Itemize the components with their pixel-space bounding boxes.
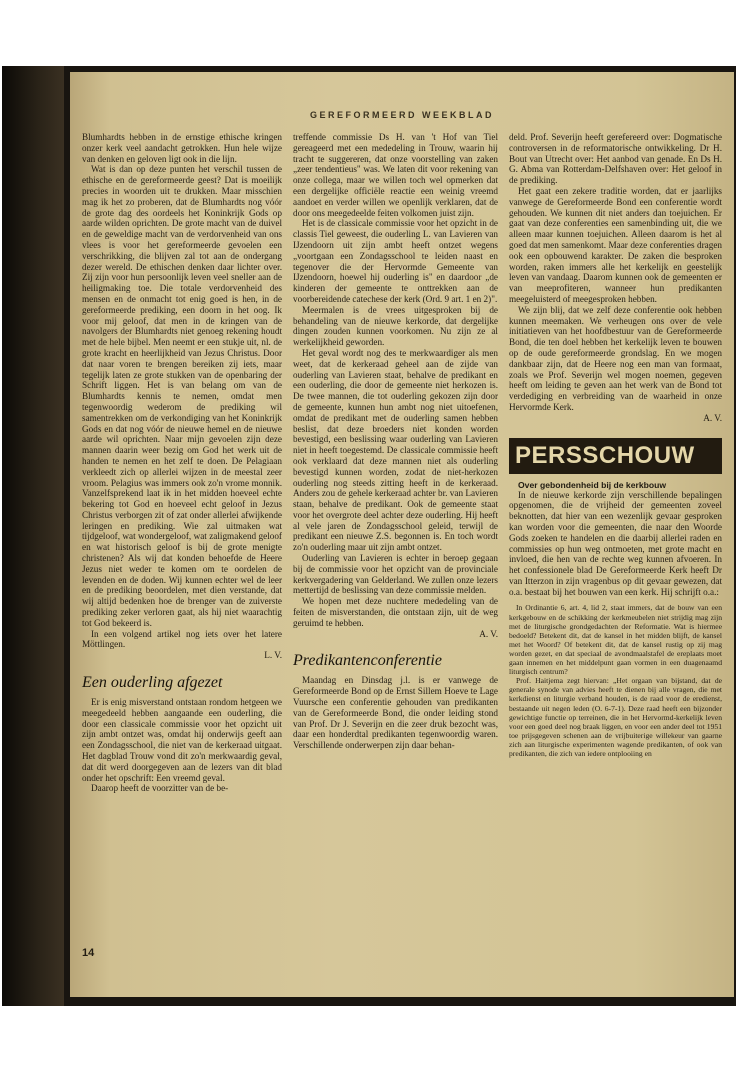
quote-paragraph: Prof. Haitjema zegt hiervan: „Het orgaan van bijstand, dat de generale synode van advies heeft te dienen bij alle vragen, die met kerkdienst en liturgie verband houden, is de raad voor de eredienst, bestaande uit negen leden (O. 6-7-1). Deze raad heeft een bijzonder gewichtige functie op terreinen, die in het Hervormd-kerkelijk leven voor een goed deel nog braak liggen, en voor een ander deel tot 1951 toe prijsgegeven schenen aan de vrijbuiterige willekeur van gaarne zich aan liturgische experimenten wagende predikanten, of ook van predikanten, die zich van iedere ontplooiing en bbox=[509, 676, 722, 758]
paragraph: Blumhardts hebben in de ernstige ethische kringen onzer kerk veel aandacht getrokken. Hun hele wijze van denken en geloven ligt ook in die lijn. bbox=[82, 132, 282, 164]
scanned-page bbox=[2, 66, 736, 1006]
paragraph: Meermalen is de vrees uitgesproken bij de behandeling van de nieuwe kerkorde, dat dergelijke dingen zouden kunnen voorkomen. Nu zijn ze al werkelijkheid geworden. bbox=[293, 304, 498, 348]
signature bbox=[293, 629, 498, 640]
article-heading: Predikantenconferentie bbox=[293, 652, 442, 670]
signature-text: A. V. bbox=[479, 628, 498, 639]
signature bbox=[509, 413, 722, 424]
paragraph: We zijn blij, dat we zelf deze conferentie ook hebben kunnen meemaken. We verheugen ons over de vele initiatieven van het hoofdbestuur van de Gereformeerde Bond, die ten doel hebben het kerkelijk leven te bouwen op de oude gereformeerde grondslag. En we mogen dankbaar zijn, dat de Heere nog een man van formaat, zoals we Prof. Severijn wel mogen noemen, gegeven heeft om leiding te geven aan het werk van de Bond tot verdediging en verbreiding van de waarheid in onze Hervormde Kerk. bbox=[509, 304, 722, 412]
running-header: GEREFORMEERD WEEKBLAD bbox=[309, 110, 494, 120]
paragraph: Het geval wordt nog des te merkwaardiger als men weet, dat de kerkeraad geheel aan de zijde van ouderling van Lavieren staat, behalve de predikant en een ouderling, die door de gemeente niet herkozen is. De twee mannen, die tot ouderling gekozen zijn door de gemeente, kunnen hun ambt nog niet uitoefenen, omdat de predikant met de ouderling samen hebben beslist, dat deze broeders niet konden worden bevestigd, een beslissing waar ouderling van Lavieren niet in heeft toegestemd. De classicale commissie heeft ook verklaard dat deze mannen niet als ouderling bevestigd kunnen worden, zodat de niet-herkozen ouderling nog steeds zitting heeft in de kerkeraad. Anders zou de gehele kerkeraad achter br. van Lavieren staan, behalve de predikant. Ook de gemeente staat voor het overgrote deel achter deze ouderling. Hij heeft al vele jaren de Zondagsschool geleid, terwijl de predikant een nieuwe Z.S. begonnen is. En toch wordt zo'n ouderling maar uit zijn ambt ontzet. bbox=[293, 347, 498, 553]
paragraph: Ouderling van Lavieren is echter in beroep gegaan bij de commissie voor het opzicht van de provinciale kerkvergadering van Gelderland. We zullen onze lezers mettertijd de beslissing van deze commissie melden. bbox=[293, 553, 498, 596]
column-2 bbox=[293, 132, 498, 751]
paragraph: Wat is dan op deze punten het verschil tussen de ethische en de gereformeerde geest? Dat is moeilijk precies in woorden uit te drukken. Maar misschien mag ik het zo proberen, dat de Blumhardts nog vóór de grote dag des oordeels het Koninkrijk Gods op aarde wilden oprichten. De grote macht van de duivel en de geweldige macht van de verdorvenheid van ons vlees is voor het gereformeerde gevoelen een verschrikking, die blijven zal tot aan de ondergang dezer wereld. De ethischen denken daar lichter over. Zij zijn voor hun persoonlijk leven veel sneller aan de heiligmaking toe. Die totale verdorvenheid des mensen en de onmacht tot enig goed is hen, in de gereformeerde prediking, een doorn in het oog. Ik voor mij geloof, dat men in de kringen van de navolgers der Blumhardts niet genoeg rekening houdt met de hele bijbel. Men neemt er een stukje uit, nl. de grote kracht en heerlijkheid van Jezus Christus. Door dat naar voren te brengen bereiken zij iets, maar tegelijk laten ze grote stukken van de openbaring der Schrift liggen. Het is van belang om van de Blumhardts kennis te nemen, omdat men tegenwoordig wederom de prediking wil samentrekken om de verkondiging van het Koninkrijk Gods en dat nog vóór de nieuwe hemel en de nieuwe aarde wil oprichten. Naar mijn gevoelen zijn deze mannen daarin weer bezig om God het werk uit de handen te nemen en het zelf te doen. De Pelagiaan verkleedt zich op allerlei wijzen in de meestal zeer vroom. Pelagius was immers ook zo'n vrome monnik. Vanzelfsprekend laat ik in het midden hoeveel echte bekering tot God en hoeveel echt geloof in Jezus Christus verborgen zit of zat onder allerlei afwijkende leringen en prediking. Wie zal uitmaken wat tijdgeloof, wat wondergeloof, wat zaligmakend geloof en wat historisch geloof is bij de grote menigte christenen? Als wij dat konden behoefde de Heere Jezus niet weder te komen om te oordelen de levenden en de doden. Wij kunnen echter wel de leer en de prediking beoordelen, met dien verstande, dat wij altijd bedenken hoe de brenger van de zuiverste prediking zeker verloren gaat, als hij niet waarachtig tot God bekeerd is. bbox=[82, 164, 282, 628]
page-number: 14 bbox=[82, 947, 95, 959]
paragraph: In de nieuwe kerkorde zijn verschillende bepalingen opgenomen, die de vrijheid der gemeenten zoveel beknotten, dat hier van een wezenlijk gevaar gesproken kan worden voor die gemeenten, die naar den Woorde Gods zoeken te handelen en die daarbij allerlei raden en commissies op hun weg ontmoeten, met grote macht en invloed, die hen van de rechte weg kunnen afvoeren. In het confessionele blad De Gereformeerde Kerk heeft Dr van Itterzon in zijn vragenbus op dit gevaar gewezen, dat o.a. bestaat bij het bouwen van een kerk. Hij schrijft o.a.: bbox=[509, 489, 722, 597]
column-1 bbox=[82, 132, 282, 794]
paragraph: Maandag en Dinsdag j.l. is er vanwege de Gereformeerde Bond op de Ernst Sillem Hoeve te Lage Vuursche een conferentie gehouden van predikanten van de Gereformeerde Bond, die onder leiding stond van Prof. Dr J. Severijn en die zeer druk bezocht was, daar een honderdtal predikanten tegenwoordig waren. Verschillende onderwerpen zijn daar behan- bbox=[293, 675, 498, 751]
book-spine-shadow bbox=[2, 66, 64, 1006]
quote-paragraph: In Ordinantie 6, art. 4, lid 2, staat immers, dat de bouw van een kerkgebouw en de schikking der kerkmeubelen niet strijdig mag zijn met de liturgische grondgedachten der Reformatie. Wat is hiermee bedoeld? Betekent dit, dat de kansel in het midden blijft, de kansel met het Woord? Of betekent dit, dat de kansel rustig op zij mag worden gezet, en dat speciaal de avondmaalstafel de ereplaats moet gaan innemen en het middelpunt gaan vormen in een duagenaamd liturgisch centrum? bbox=[509, 603, 722, 677]
paragraph: We hopen met deze nuchtere mededeling van de feiten de misverstanden, die ontstaan zijn, uit de weg geruimd te hebben. bbox=[293, 596, 498, 628]
section-subtitle: Over gebondenheid bij de kerkbouw bbox=[518, 479, 667, 490]
column-3 bbox=[509, 132, 722, 758]
paragraph: treffende commissie Ds H. van 't Hof van Tiel gereageerd met een mededeling in Trouw, waarin hij tracht te suggereren, dat onze voorstelling van zaken „zeer tendentieus" was. We laten dit voor rekening van onze collega, maar we willen toch wel opmerken dat een dergelijke officiële reactie een weinig vreemd aandoet en verder willen we openlijk verklaren, dat de door ons meegedeelde feiten volkomen juist zijn. bbox=[293, 132, 498, 218]
paragraph: In een volgend artikel nog iets over het latere Möttlingen. bbox=[82, 628, 282, 650]
article-heading: Een ouderling afgezet bbox=[82, 674, 223, 692]
paragraph: deld. Prof. Severijn heeft gerefereerd over: Dogmatische controversen in de reformatorische ontwikkeling. Dr H. Bout van Utrecht over: Het aanbod van genade. En Ds H. G. Abma van Rotterdam-Delfshaven over: Het geloof in de prediking. bbox=[509, 132, 722, 186]
paragraph: Het is de classicale commissie voor het opzicht in de classis Tiel geweest, die ouderling L. van Lavieren van IJzendoorn uit zijn ambt heeft ontzet wegens „voortgaan een Zondagsschool te leiden naast en tegenover die der Hervormde Gemeente van IJzendoorn, hoewel hij ouderling is" en daardoor „de kinderen der gemeente te onttrekken aan de voorbereidende catechese der kerk (Ord. 9 art. 1 en 2)". bbox=[293, 218, 498, 304]
paragraph: Daarop heeft de voorzitter van de be- bbox=[91, 783, 229, 794]
paragraph: Het gaat een zekere traditie worden, dat er jaarlijks vanwege de Gereformeerde Bond een conferentie wordt gehouden. We kunnen dit niet anders dan toejuichen. Er gaat van deze conferenties een samenbinding uit, die we alleen maar kunnen toejuichen. Alleen daarom is het al goed dat men samenkomt. Maar deze conferenties dragen ook een opbouwend karakter. De zaken die besproken worden, raken immers alle het kerkelijk en geestelijk leven van vandaag. Daarom kunnen ook de gemeenten er van meeprofiteren, wanneer hun predikanten meegeluisterd of meegesproken hebben. bbox=[509, 185, 722, 304]
signature bbox=[82, 650, 282, 661]
newspaper-page bbox=[70, 72, 734, 997]
signature-text: L. V. bbox=[264, 650, 282, 661]
quoted-text bbox=[509, 603, 722, 758]
paragraph: Er is enig misverstand ontstaan rondom hetgeen we meegedeeld hebben aangaande een ouderling, die door een classicale commissie voor het opzicht uit zijn ambt ontzet was, omdat hij onderwijs geeft aan een Zondagsschool, die niet van de kerkeraad uitgaat. Het dagblad Trouw vond dit zo'n merkwaardig geval, dat dit werd doorgegeven aan de lezers van dit blad onder het opschrift: Een vreemd geval. bbox=[82, 697, 282, 783]
section-title: PERSSCHOUW bbox=[509, 438, 722, 474]
signature-text: A. V. bbox=[703, 412, 722, 423]
